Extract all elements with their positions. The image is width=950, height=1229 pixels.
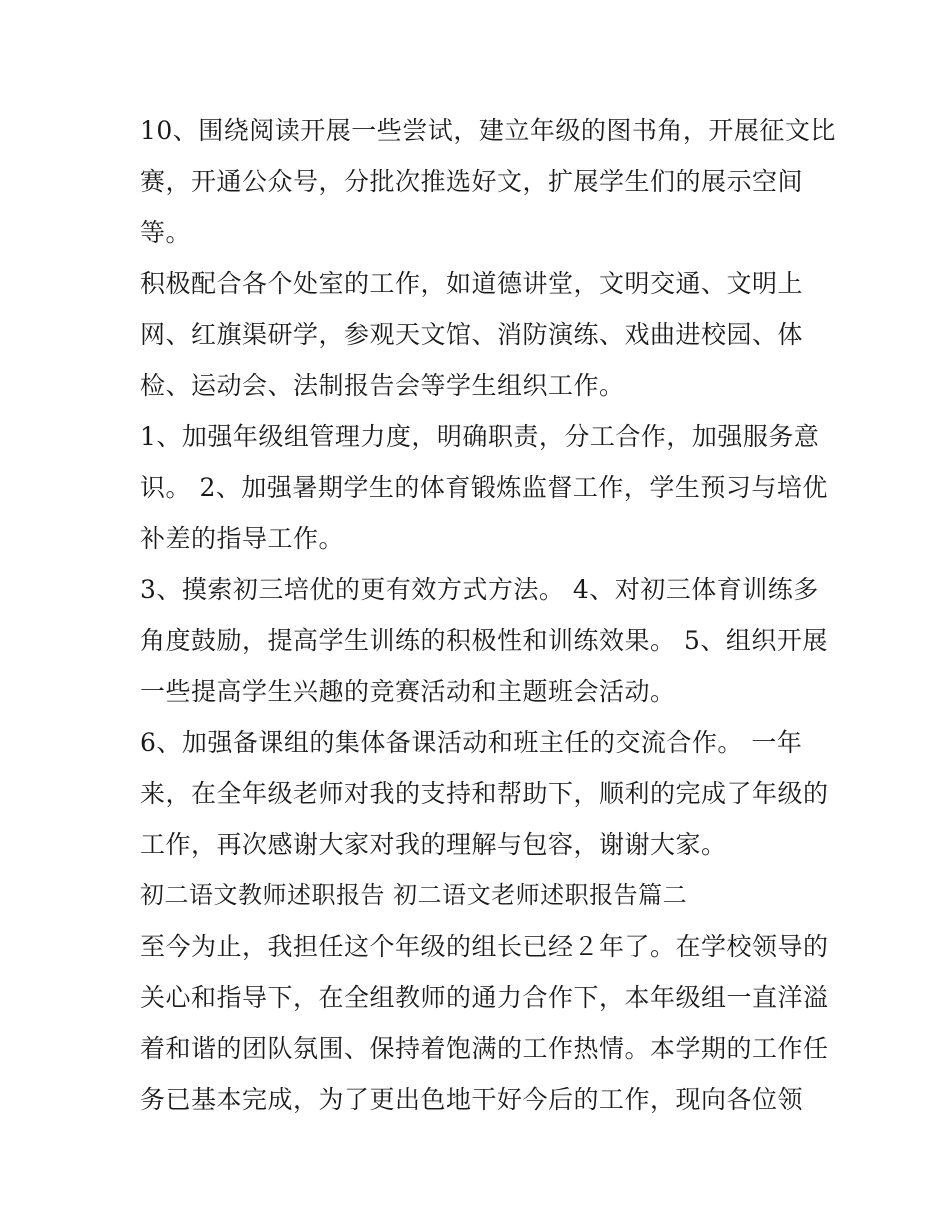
text-line: 等。: [140, 218, 192, 247]
text-line: 赛，开通公众号，分批次推选好文，扩展学生们的展示空间: [140, 167, 804, 196]
text-line: 3、摸索初三培优的更有效方式方法。 4、对初三体育训练多: [140, 575, 819, 604]
text-line: 关心和指导下，在全组教师的通力合作下，本年级组一直洋溢: [140, 983, 829, 1012]
text-line: 工作，再次感谢大家对我的理解与包容，谢谢大家。: [140, 830, 727, 859]
report-title: 初二语文教师述职报告 初二语文老师述职报告篇二: [140, 881, 688, 909]
text-line: 着和谐的团队氛围、保持着饱满的工作热情。本学期的工作任: [140, 1034, 829, 1063]
text-line: 1、加强年级组管理力度，明确职责，分工合作，加强服务意: [140, 422, 820, 451]
text-line: 网、红旗渠研学，参观天文馆、消防演练、戏曲进校园、体: [140, 320, 804, 349]
section-heading: [140, 870, 830, 921]
text-line: 检、运动会、法制报告会等学生组织工作。: [140, 371, 625, 400]
document-body: [140, 105, 836, 1125]
text-line: 识。 2、加强暑期学生的体育锻炼监督工作，学生预习与培优: [140, 473, 828, 502]
text-line: 10、围绕阅读开展一些尝试，建立年级的图书角，开展征文比: [140, 116, 836, 145]
text-line: 至今为止，我担任这个年级的组长已经２年了。在学校领导的: [140, 932, 829, 961]
paragraph-report-intro: [140, 921, 830, 1125]
paragraph-reading-activities: [140, 105, 836, 258]
text-line: 一些提高学生兴趣的竞赛活动和主题班会活动。: [140, 677, 676, 706]
text-line: 来，在全年级老师对我的支持和帮助下，顺利的完成了年级的: [140, 779, 829, 808]
paragraph-plan-6-closing: [140, 717, 830, 870]
paragraph-plan-3-5: [140, 564, 830, 717]
paragraph-plan-1-2: [140, 411, 830, 564]
text-line: 角度鼓励，提高学生训练的积极性和训练效果。 5、组织开展: [140, 626, 828, 655]
text-line: 积极配合各个处室的工作，如道德讲堂，文明交通、文明上: [140, 269, 804, 298]
text-line: 务已基本完成，为了更出色地干好今后的工作，现向各位领: [140, 1085, 804, 1114]
text-line: 补差的指导工作。: [140, 524, 345, 553]
paragraph-cooperation: [140, 258, 830, 411]
text-line: 6、加强备课组的集体备课活动和班主任的交流合作。 一年: [140, 728, 803, 757]
